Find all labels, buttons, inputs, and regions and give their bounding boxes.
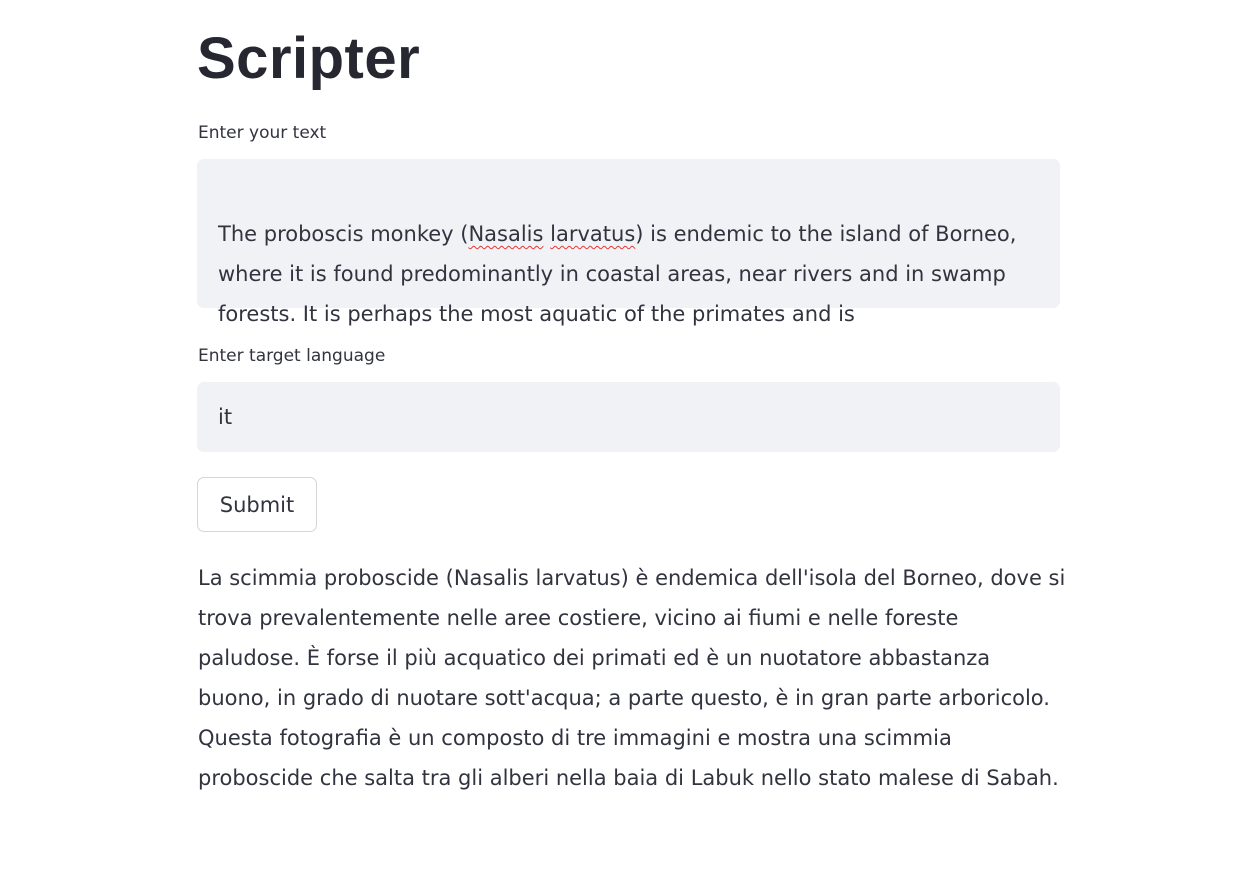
text-input-area[interactable] (197, 159, 1060, 326)
language-input-value: it (218, 405, 233, 429)
page-title: Scripter (197, 26, 421, 91)
text-input-label: Enter your text (198, 123, 327, 143)
text-input-value-start: The proboscis monkey ( (218, 222, 469, 246)
misspelled-word: larvatus (550, 222, 636, 246)
misspelled-word: Nasalis (468, 222, 544, 246)
language-input-label: Enter target language (198, 346, 386, 366)
text-input-value-end: ) is endemic to the island of Borneo, where it is found predominantly in coastal areas, near rivers and in swamp forests. It is perhaps the most aquatic of the primates and is (218, 222, 1017, 326)
submit-button[interactable]: Submit (197, 477, 317, 532)
translation-output: La scimmia proboscide (Nasalis larvatus) è endemica dell'isola del Borneo, dove si trova prevalentemente nelle aree costiere, vicino ai fiumi e nelle foreste paludose. È forse il più acquatico dei primati ed è un nuotatore abbastanza buono, in grado di nuotare sott'acqua; a parte questo, è in gran parte arboricolo. Questa fotografia è un composto di tre immagini e mostra una scimmia proboscide che salta tra gli alberi nella baia di Labuk nello stato malese di Sabah. (198, 566, 1066, 790)
language-input[interactable] (197, 382, 1060, 452)
text-input-value (218, 214, 1036, 334)
